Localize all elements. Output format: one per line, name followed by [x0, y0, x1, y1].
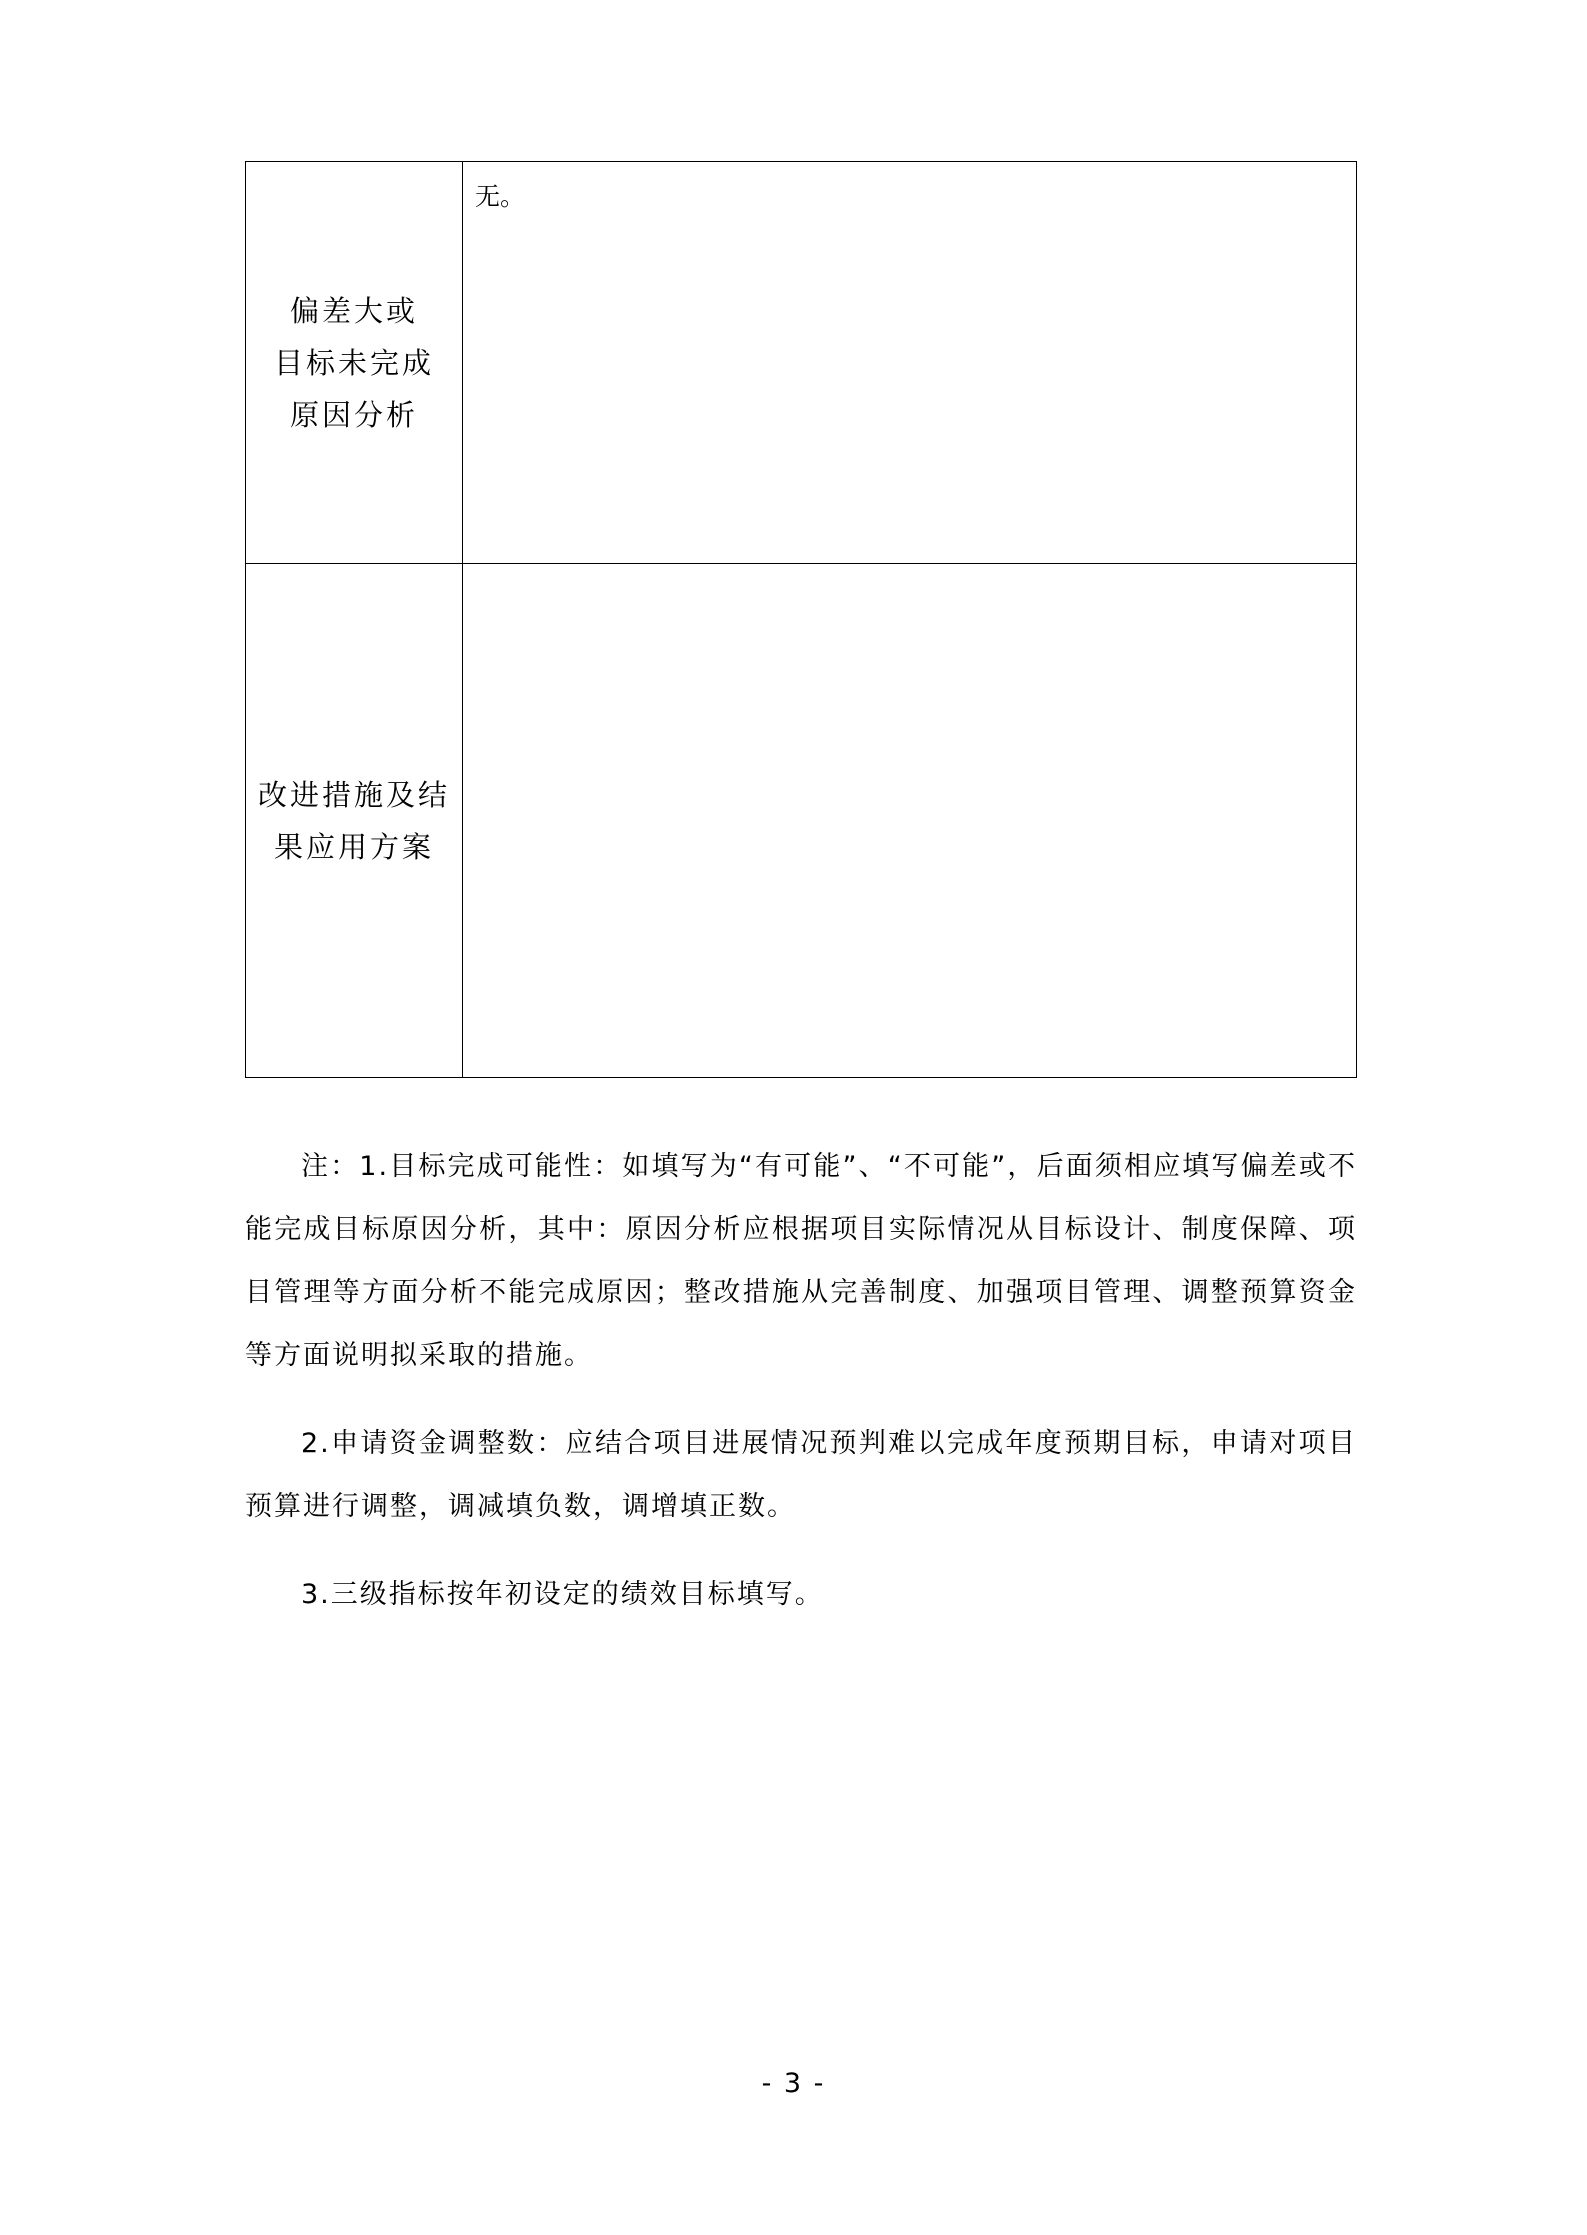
label-line: 偏差大或 [289, 293, 418, 328]
improvement-plan-content [463, 564, 1356, 582]
label-line: 改进措施及结 [257, 777, 450, 812]
deviation-reason-content: 无。 [475, 182, 526, 211]
notes-section [245, 1135, 1357, 1651]
label-line: 原因分析 [289, 397, 418, 432]
improvement-plan-content-cell [463, 564, 1357, 1078]
note-2: 2.申请资金调整数：应结合项目进展情况预判难以完成年度预期目标，申请对项目预算进行调整，调减填负数，调增填正数。 [245, 1428, 1357, 1522]
deviation-reason-label-cell [246, 162, 463, 564]
deviation-analysis-table [245, 161, 1357, 1078]
page-number: - 3 - [761, 2068, 826, 2099]
label-line: 目标未完成 [273, 345, 434, 380]
table-row [246, 162, 1357, 564]
label-line: 果应用方案 [273, 829, 434, 864]
table-row [246, 564, 1357, 1078]
deviation-reason-content-cell [463, 162, 1357, 564]
note-3: 3.三级指标按年初设定的绩效目标填写。 [301, 1579, 824, 1610]
note-1: 注：1.目标完成可能性：如填写为“有可能”、“不可能”，后面须相应填写偏差或不能完成目标原因分析，其中：原因分析应根据项目实际情况从目标设计、制度保障、项目管理等方面分析不能完成原因；整改措施从完善制度、加强项目管理、调整预算资金等方面说明拟采取的措施。 [245, 1151, 1357, 1371]
improvement-plan-label-cell [246, 564, 463, 1078]
